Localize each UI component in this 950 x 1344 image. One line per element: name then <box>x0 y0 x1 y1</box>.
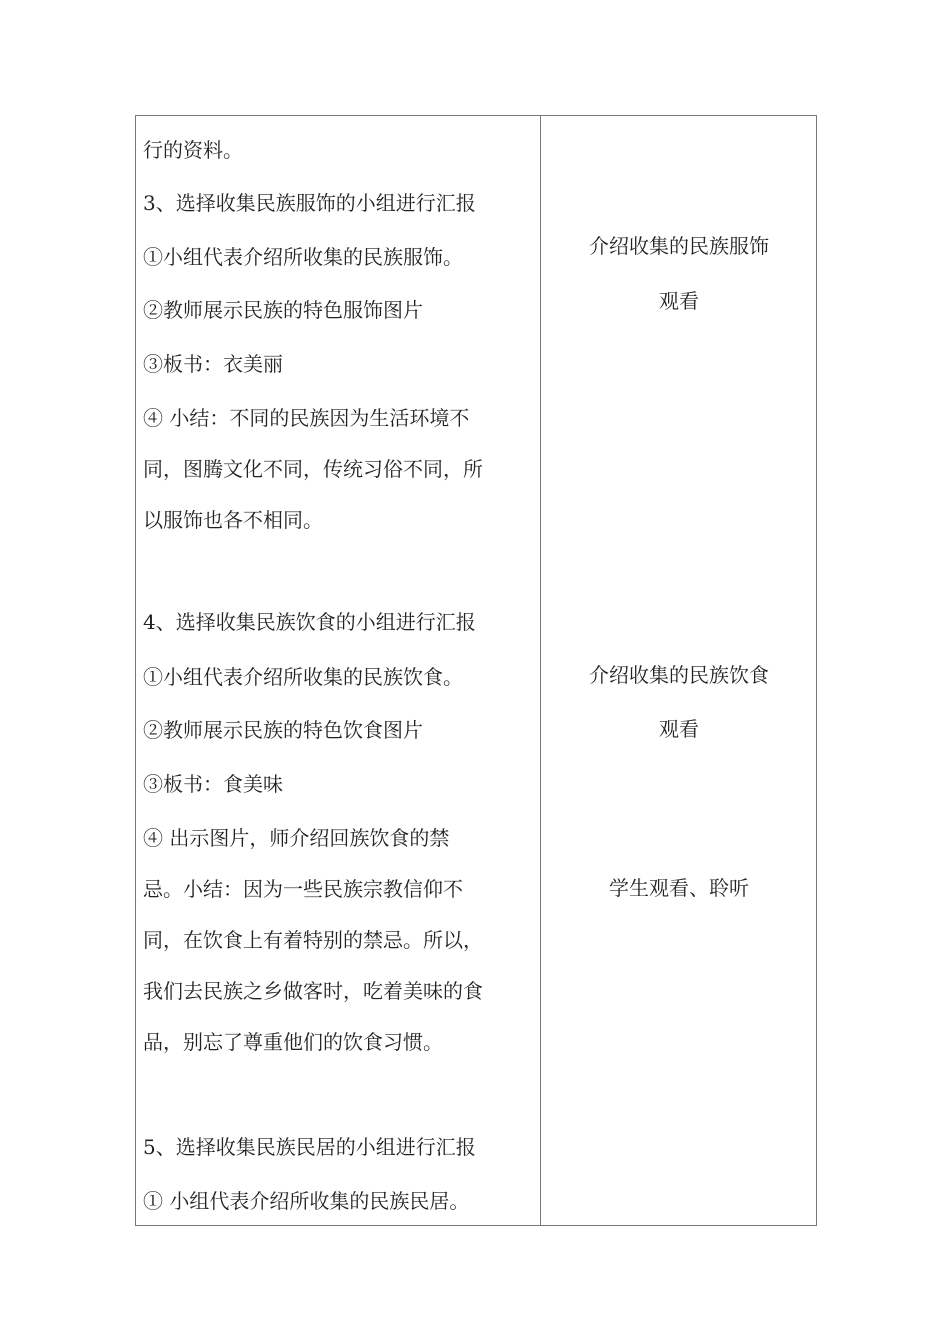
left-text-line: 同，图腾文化不同，传统习俗不同，所 <box>143 457 483 481</box>
left-text-line: 我们去民族之乡做客时，吃着美味的食 <box>143 979 483 1003</box>
left-text-line: 品，别忘了尊重他们的饮食习惯。 <box>143 1030 443 1054</box>
left-text-line: ②教师展示民族的特色服饰图片 <box>143 298 423 322</box>
left-text-line: ①小组代表介绍所收集的民族饮食。 <box>143 665 463 689</box>
left-text-line: ④ 出示图片，师介绍回族饮食的禁 <box>143 826 450 850</box>
left-text-line: 同，在饮食上有着特别的禁忌。所以， <box>143 928 483 952</box>
right-text-line: 介绍收集的民族饮食 <box>589 663 769 687</box>
left-text-line: ①小组代表介绍所收集的民族服饰。 <box>143 245 463 269</box>
left-text-line: ③板书：衣美丽 <box>143 352 283 376</box>
left-text-line: 5、选择收集民族民居的小组进行汇报 <box>143 1135 476 1159</box>
left-text-line: ②教师展示民族的特色饮食图片 <box>143 718 423 742</box>
left-text-line: 4、选择收集民族饮食的小组进行汇报 <box>143 610 476 634</box>
left-text-line: 忌。小结：因为一些民族宗教信仰不 <box>143 877 463 901</box>
right-text-line: 观看 <box>659 717 699 741</box>
left-text-line: 行的资料。 <box>143 138 243 162</box>
left-text-line: ① 小组代表介绍所收集的民族民居。 <box>143 1189 470 1213</box>
left-text-line: 以服饰也各不相同。 <box>143 508 323 532</box>
lesson-plan-table <box>135 115 817 1226</box>
right-text-line: 观看 <box>659 289 699 313</box>
left-text-line: 3、选择收集民族服饰的小组进行汇报 <box>143 191 476 215</box>
right-text-line: 介绍收集的民族服饰 <box>589 234 769 258</box>
left-text-line: ③板书：食美味 <box>143 772 283 796</box>
left-text-line: ④ 小结：不同的民族因为生活环境不 <box>143 406 470 430</box>
right-text-line: 学生观看、聆听 <box>609 876 749 900</box>
